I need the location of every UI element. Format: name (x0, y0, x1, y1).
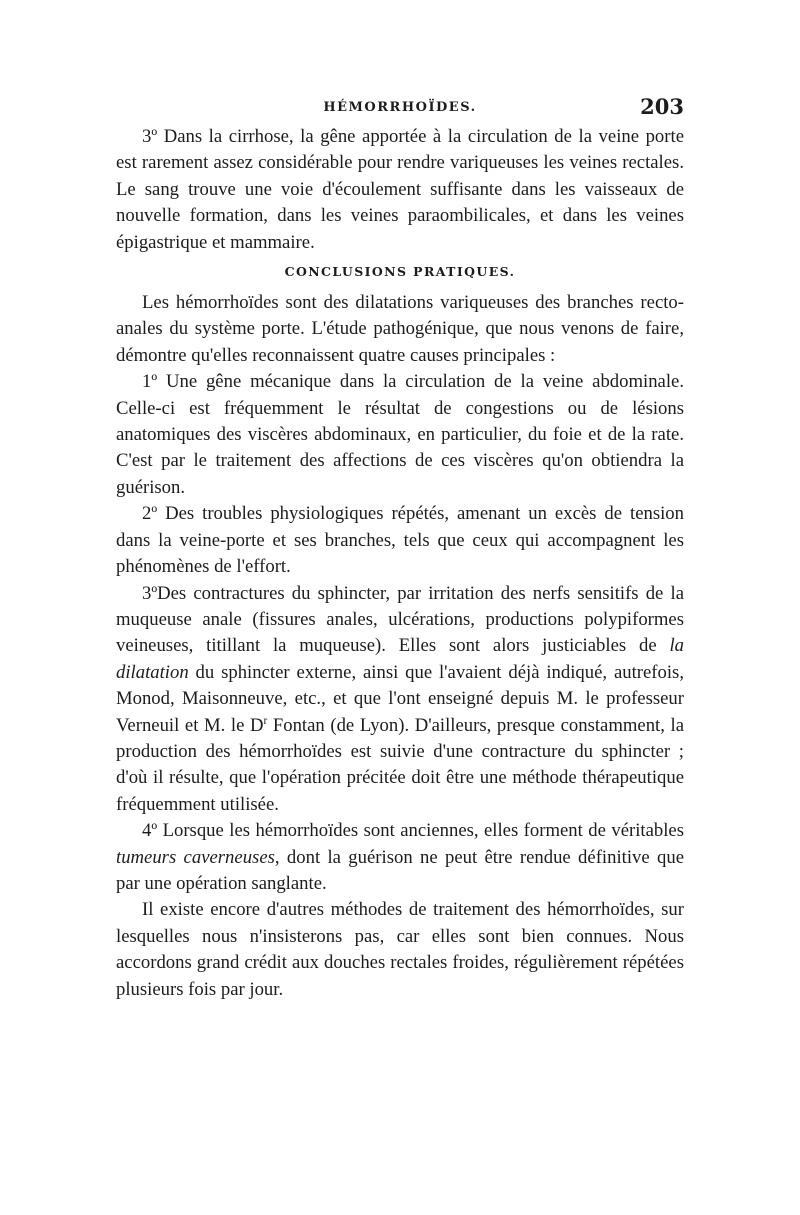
running-title: HÉMORRHOÏDES. (323, 100, 477, 115)
cause-4-italic-term: tumeurs caverneuses (116, 846, 275, 868)
cause-4-text-b: , dont la guérison ne peut être rendue définitive que par une opération sanglante. (116, 846, 684, 894)
paragraph-cause-2: 2º Des troubles physiologiques répétés, amenant un excès de tension dans la veine-porte et ses branches, tels que ceux qui accompagnent les phénomènes de l'effort. (116, 503, 684, 578)
book-page (116, 94, 684, 1003)
section-heading: CONCLUSIONS PRATIQUES. (284, 264, 516, 280)
page-number: 203 (640, 94, 684, 119)
paragraph-definition: Les hémorrhoïdes sont des dilatations variqueuses des branches recto-anales du système porte. L'étude pathogénique, que nous venons de faire, démontre qu'elles reconnaissent quatre causes principales : (116, 292, 684, 366)
paragraph-cause-3 (116, 581, 684, 819)
cause-3-text-a: 3ºDes contractures du sphincter, par irritation des nerfs sensitifs de la muqueuse anale (fissures anales, ulcérations, productions polypiformes veineuses, titillant la muqueuse). Elles sont alors justiciables de (116, 582, 684, 657)
cause-3-italic-term: la dilatation (116, 635, 684, 683)
paragraph-other-methods: Il existe encore d'autres méthodes de traitement des hémorrhoïdes, sur lesquelles nous n'insisterons pas, car elles sont bien connues. Nous accordons grand crédit aux douches rectales froides, régulièrement répétées plusieurs fois par jour. (116, 899, 684, 1000)
doctor-superscript: r (263, 714, 268, 727)
cause-4-text-a: 4º Lorsque les hémorrhoïdes sont anciennes, elles forment de véritables (142, 820, 684, 842)
paragraph-cause-4 (116, 818, 684, 897)
paragraph-cirrhosis: 3º Dans la cirrhose, la gêne apportée à la circulation de la veine porte est rarement assez considérable pour rendre variqueuses les veines rectales. Le sang trouve une voie d'écoulement suffisante dans les vaisseaux de nouvelle formation, dans les veines paraombilicales, et dans les veines épigastrique et mammaire. (116, 126, 684, 253)
paragraph-cause-1: 1º Une gêne mécanique dans la circulation de la veine abdominale. Celle-ci est fréquemment le résultat de congestions ou de lésions anatomiques des viscères abdominaux, en particulier, du foie et de la rate. C'est par le traitement des affections de ces viscères qu'on obtiendra la guérison. (116, 371, 684, 498)
cause-3-text-c: Fontan (de Lyon). D'ailleurs, presque constamment, la production des hémorrhoïdes est suivie d'une contracture du sphincter ; d'où il résulte, que l'opération précitée doit être une méthode thérapeutique fréquemment utilisée. (116, 714, 684, 815)
running-header (116, 94, 684, 124)
cause-3-text-b: du sphincter externe, ainsi que l'avaient déjà indiqué, autrefois, Monod, Maisonneuve, etc., et que l'ont enseigné depuis M. le professeur Verneuil et M. le D (116, 661, 684, 736)
